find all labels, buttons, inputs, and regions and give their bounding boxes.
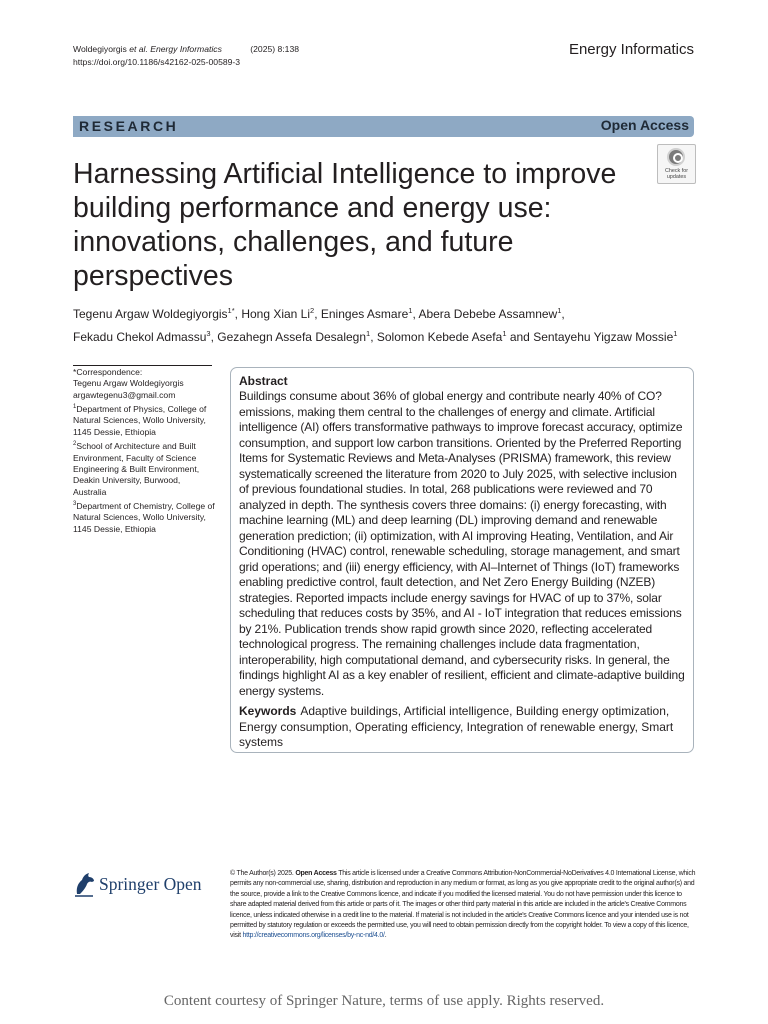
keywords-label: Keywords: [239, 704, 297, 718]
author-affiliation-marker: 1: [408, 306, 413, 315]
bookmark-circle-icon: [667, 148, 685, 166]
license-link[interactable]: http://creativecommons.org/licenses/by-nc-nd/4.0/: [242, 932, 385, 940]
check-updates-label-1: Check for: [664, 168, 689, 174]
author-name: Fekadu Chekol Admassu: [73, 330, 207, 344]
author-name: Eninges Asmare: [320, 307, 409, 321]
logo-word-open: Open: [163, 874, 202, 894]
citation-authors: Woldegiyorgis: [73, 44, 127, 54]
citation-header: [73, 43, 299, 69]
affiliation-item: $^2$School of Architecture and Built Environment, Faculty of Science Engineering & Built Environment, Deakin University, Burwood, Australia: [73, 441, 200, 497]
author-name: Solomon Kebede Asefa: [376, 330, 503, 344]
journal-name: Energy Informatics: [568, 41, 694, 58]
keywords-text: Adaptive buildings, Artificial intelligence, Building energy optimization, Energy consumption, Operating efficiency, Integration of renewable energy, Smart systems: [239, 704, 674, 749]
correspondence-label: *Correspondence:: [73, 367, 143, 377]
author-affiliation-marker: 1: [557, 306, 562, 315]
affiliation-item: $^1$Department of Physics, College of Natural Sciences, Wollo University, 1145 Dessie, Ethiopia: [73, 404, 207, 437]
license-body: This article is licensed under a Creative Commons Attribution-NonCommercial-NoDerivatives 4.0 International License, which permits any non-commercial use, sharing, distribution and reproduction in any medium or format, as long as you give appropriate credit to the original author(s) and the source, provide a link to the Creative Commons licence, and indicate if you modified the licensed material. You do not have permission under this licence to share adapted material derived from this article or parts of it. The images or other third party material in this article are included in the article's Creative Commons licence, unless indicated otherwise in a credit line to the material. If material is not included in the article's Creative Commons licence and your intended use is not permitted by statutory regulation or exceeds the permitted use, you will need to obtain permission directly from the copyright holder. To view a copy of this licence, visit: [230, 870, 696, 940]
affiliations: [73, 402, 215, 535]
author-name: Hong Xian Li: [241, 307, 311, 321]
abstract-heading: Abstract: [239, 374, 288, 388]
correspondence-name: Tegenu Argaw Woldegiyorgis: [73, 378, 184, 389]
author-affiliation-marker: 2: [310, 306, 315, 315]
author-name: Sentayehu Yigzaw Mossie: [533, 330, 674, 344]
author-affiliation-marker: 1*: [227, 306, 235, 315]
author-affiliation-marker: 1: [502, 329, 507, 338]
author-list: Tegenu Argaw Woldegiyorgis$^{1*}$, Hong Xian Li$^2$, Eninges Asmare$^1$, Abera Debebe Assamnew$^1$, Fekadu Chekol Admassu$^3$, Gezahegn Assefa Desalegn$^1$, Solomon Kebede Asefa$^1$ and Sentayehu Yigzaw Mossie$^1$: [73, 306, 678, 344]
section-label: RESEARCH: [79, 118, 179, 134]
author-affiliation-marker: 3: [206, 329, 211, 338]
abstract-body: Buildings consume about 36% of global energy and contribute nearly 40% of CO? emissions, making them central to the challenges of energy and climate. Artificial intelligence (AI) offers transformative pathways to improve forecast accuracy, optimize consumption, and support low carbon transitions. Oriented by the Preferred Reporting Items for Systematic Reviews and Meta-Analyses (PRISMA) framework, this review systematically screened the literature from 2020 to July 2025, with selective inclusion of previous foundational studies. In total, 268 publications were reviewed and 70 analyzed in depth. The synthesis covers three domains: (i) energy forecasting, with machine learning (ML) and deep learning (DL) improving demand and renewable generation prediction; (ii) optimization, with AI improving Heating, Ventilation, and Air Conditioning (HVAC) control, renewable scheduling, storage management, and smart grid operations; and (iii) energy efficiency, with AI–Internet of Things (IoT) frameworks enabling predictive control, fault detection, and Net Zero Energy Building (NZEB) strategies. Reported impacts include energy savings for HVAC of up to 37%, solar scheduling that reduces costs by 35%, and AI - IoT integration that reduces emissions by 21%. Publication trends show rapid growth since 2020, reflecting accelerated technological progress. The remaining challenges include data fragmentation, interoperability, high computational demand, and cybersecurity risks. In general, the findings highlight AI as a key enabler of resilient, efficient and climate-adaptive building energy systems.: [239, 389, 685, 698]
divider: [73, 365, 212, 366]
license-open-access: Open Access: [295, 870, 337, 877]
correspondence-email[interactable]: argawtegenu3@gmail.com: [73, 389, 176, 400]
author-affiliation-marker: 1: [673, 329, 678, 338]
author-affiliation-marker: 1: [366, 329, 371, 338]
check-for-updates-icon[interactable]: [657, 144, 696, 184]
author-name: Abera Debebe Assamnew: [418, 307, 558, 321]
section-banner: [73, 116, 694, 137]
abstract-box: [230, 367, 694, 753]
affiliation-item: $^3$Department of Chemistry, College of Natural Sciences, Wollo University, 1145 Dessie, Ethiopia: [73, 501, 215, 534]
springer-horse-icon: [72, 870, 98, 898]
keywords: [239, 704, 685, 751]
courtesy-notice: Content courtesy of Springer Nature, terms of use apply. Rights reserved.: [163, 993, 605, 1009]
correspondence-block: [73, 365, 215, 535]
affiliation-marker: 3: [73, 501, 77, 508]
citation-etal-journal: et al. Energy Informatics: [129, 44, 222, 54]
springer-open-logo: [72, 870, 220, 900]
affiliation-marker: 2: [73, 441, 77, 448]
license-text: [230, 869, 696, 942]
license-suffix: .: [384, 932, 387, 940]
doi-link[interactable]: https://doi.org/10.1186/s42162-025-00589-3: [73, 57, 241, 67]
article-title: Harnessing Artificial Intelligence to improve building performance and energy use: innovations, challenges, and future perspectives: [73, 158, 617, 292]
check-updates-label-2: updates: [666, 174, 687, 180]
affiliation-marker: 1: [73, 404, 77, 411]
license-prefix: © The Author(s) 2025.: [230, 870, 294, 877]
open-access-label: Open Access: [600, 117, 689, 133]
logo-word-springer: Springer: [99, 874, 160, 894]
author-name: Gezahegn Assefa Desalegn: [217, 330, 367, 344]
author-name: Tegenu Argaw Woldegiyorgis: [73, 307, 228, 321]
citation-year-volume: (2025) 8:138: [250, 44, 300, 54]
